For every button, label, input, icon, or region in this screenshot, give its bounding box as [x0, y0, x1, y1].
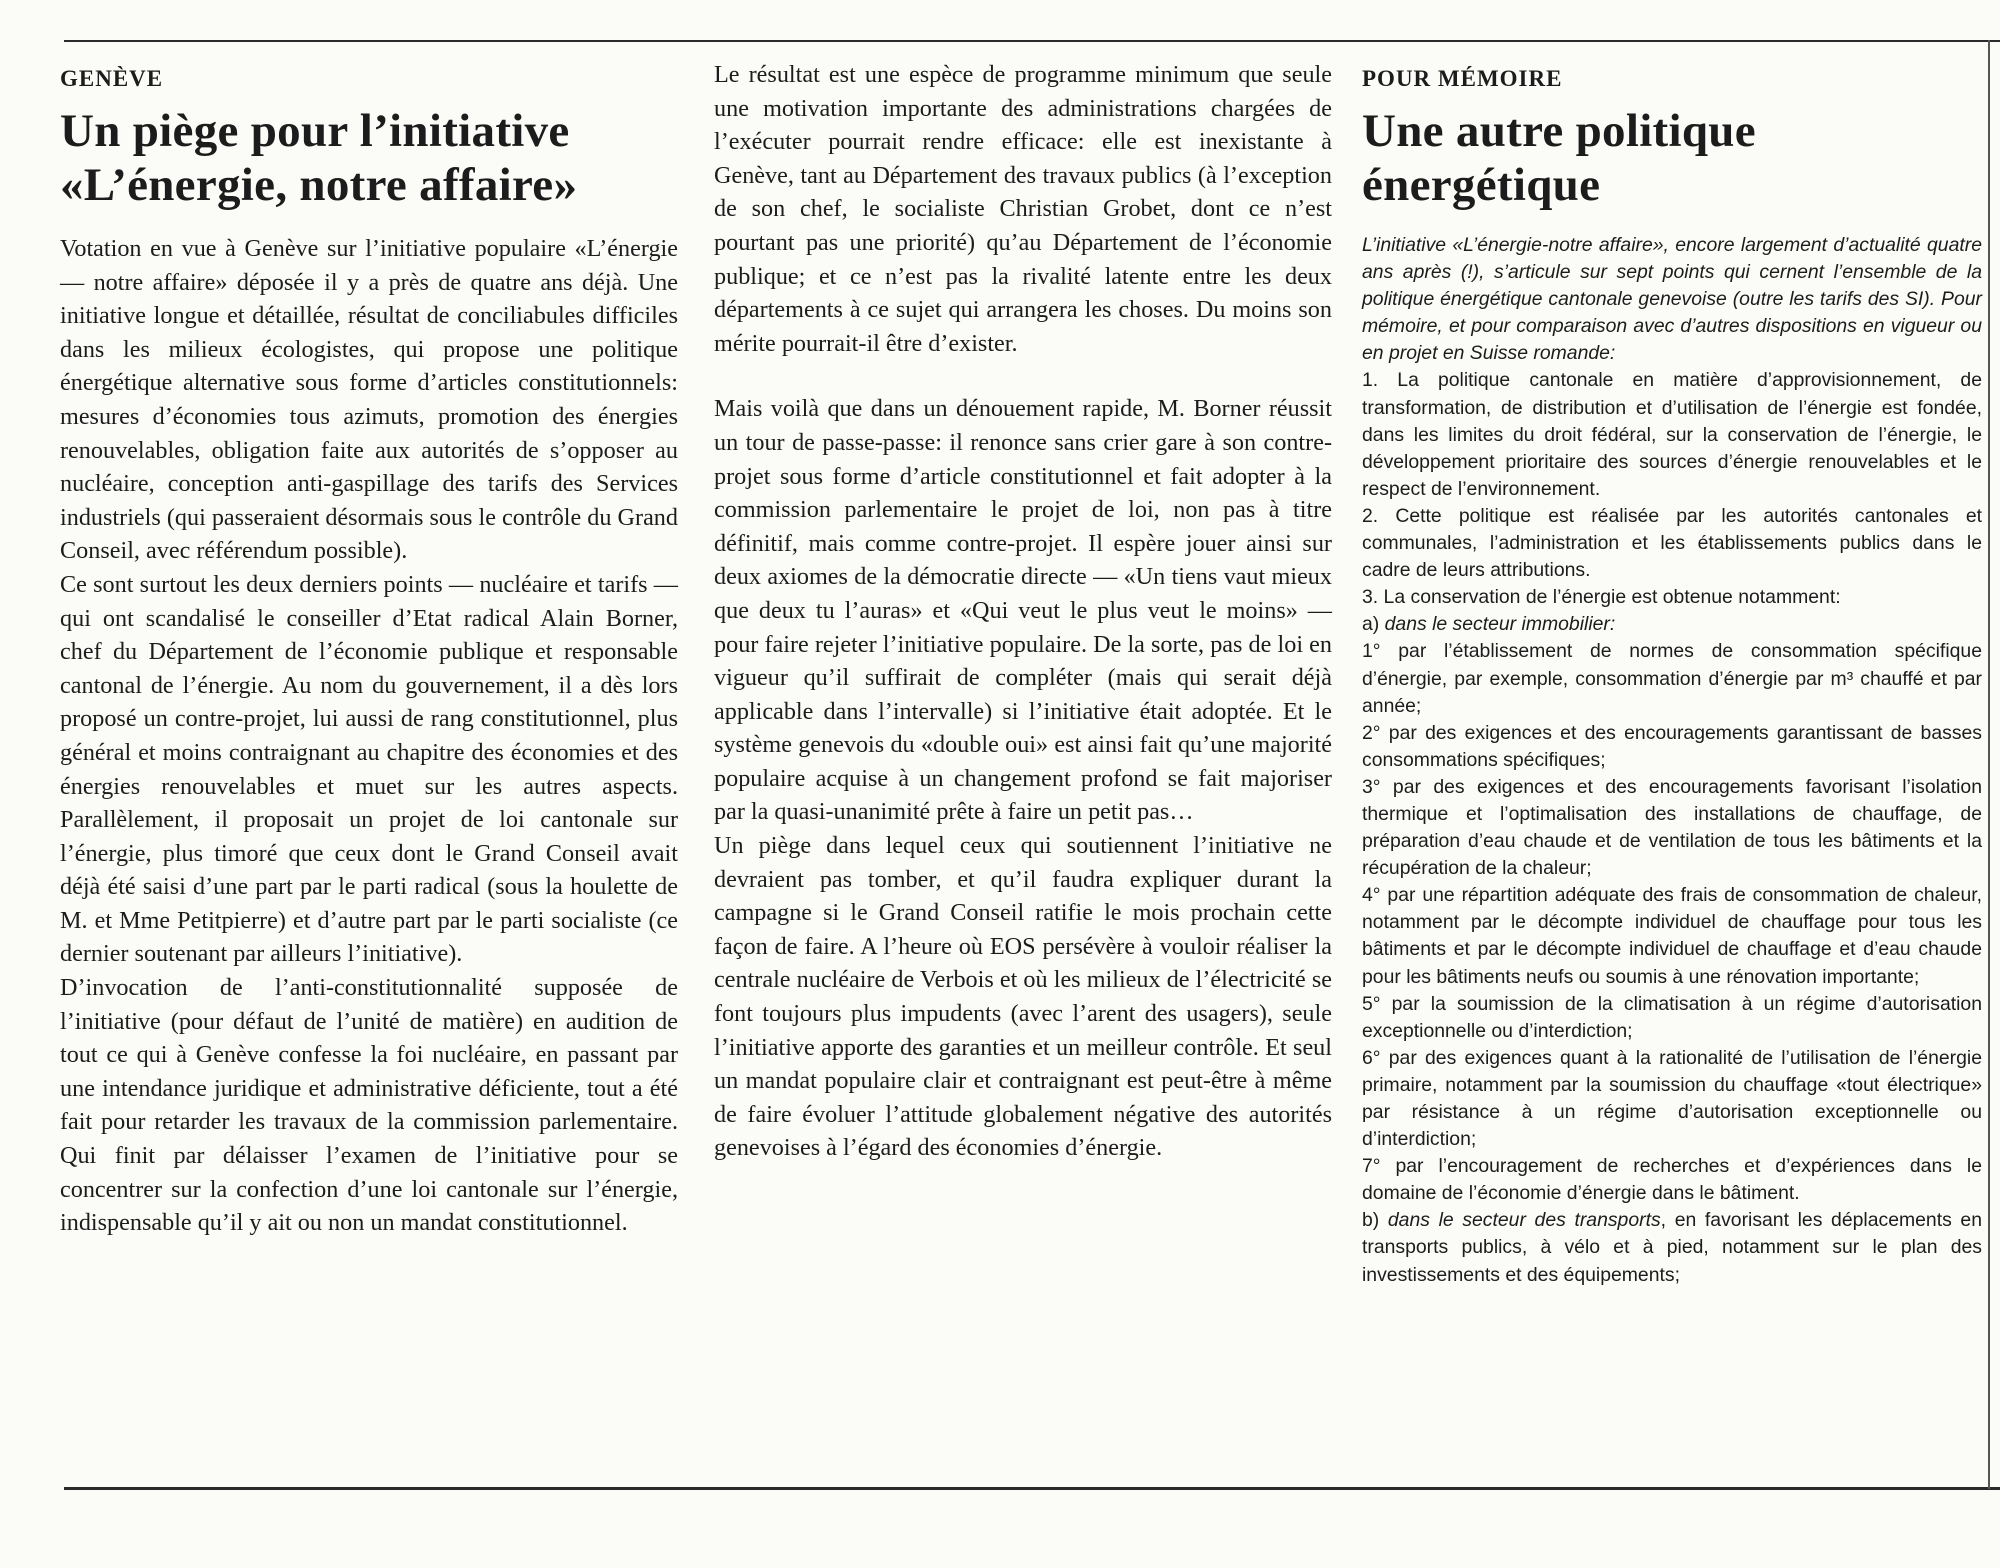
- paragraph: Votation en vue à Genève sur l’initiative populaire «L’énergie — notre affaire» déposée il y a près de quatre ans déjà. Une initiative longue et détaillée, résultat de conciliabules difficiles dans les milieux écologistes, qui propose une politique énergétique alternative sous forme d’articles constitutionnels: mesures d’économies tous azimuts, promotion des énergies renouvelables, obligation faite aux autorités de s’opposer au nucléaire, conception anti-gaspillage des tarifs des Services industriels (qui passeraient désormais sous le contrôle du Grand Conseil, avec référendum possible).: [60, 235, 678, 565]
- paragraph: D’invocation de l’anti-constitutionnalité supposée de l’initiative (pour défaut de l’unité de matière) en audition de tout ce qui à Genève confesse la foi nucléaire, en passant par une intendance juridique et administrative déficiente, tout a été fait pour retarder les travaux de la commission parlementaire. Qui finit par délaisser l’examen de l’initiative pour se concentrer sur la confection d’une loi cantonale sur l’énergie, indispensable qu’il y ait ou non un mandat constitutionnel.: [60, 974, 678, 1237]
- list-item: 3. La conservation de l’énergie est obtenue notamment:: [1362, 586, 1841, 609]
- paragraph: Un piège dans lequel ceux qui soutiennent l’initiative ne devraient pas tomber, et qu’il faudra expliquer durant la campagne si le Grand Conseil ratifie le mois prochain cette façon de faire. A l’heure où EOS persévère à vouloir réaliser la centrale nucléaire de Verbois et où les milieux de l’électricité se font toujours plus impudents (avec l’arent des usagers), seule l’initiative apporte des garanties et un meilleur contrôle. Et seul un mandat populaire clair et contraignant est peut-être à même de faire évoluer l’attitude globalement négative des autorités genevoises à l’égard des économies d’énergie.: [714, 832, 1332, 1162]
- title-line: Une autre politique: [1362, 105, 1756, 157]
- list-item: 2° par des exigences et des encouragements garantissant de basses consommations spécifiques;: [1362, 721, 1982, 771]
- title-line: «L’énergie, notre affaire»: [60, 159, 578, 211]
- sub-heading-a: a) dans le secteur immobilier:: [1362, 613, 1616, 636]
- sidebar-body: [1362, 232, 1982, 1289]
- title-line: Un piège pour l’initiative: [60, 105, 570, 157]
- paragraph: Mais voilà que dans un dénouement rapide, M. Borner réussit un tour de passe-passe: il renonce sans crier gare à son contre-projet sous forme d’article constitutionnel et fait adopter à la commission parlementaire le projet de loi, non pas à titre définitif, mais comme contre-projet. Il espère jouer ainsi sur deux axiomes de la démocratie directe — «Un tiens vaut mieux que deux tu l’auras» et «Qui veut le plus veut le moins» — pour faire rejeter l’initiative populaire. De la sorte, pas de loi en vigueur qu’il suffirait de compléter (mais qui serait déjà applicable dans l’intervalle) si l’initiative était adoptée. Et le système genevois du «double oui» est ainsi fait qu’une majorité populaire acquise à un changement profond se fait majoriser par la quasi-unanimité prête à faire un petit pas…: [714, 395, 1332, 826]
- article-body: [60, 232, 678, 1240]
- sidebar-box: [1362, 58, 1982, 1289]
- list-item: 2. Cette politique est réalisée par les autorités cantonales et communales, l’administration et les établissements publics dans le cadre de leurs attributions.: [1362, 504, 1982, 582]
- right-rule: [1988, 40, 1990, 1489]
- section-kicker: GENÈVE: [60, 66, 164, 91]
- article-title: [60, 104, 678, 212]
- list-item: 1° par l’établissement de normes de consommation spécifique d’énergie, par exemple, consommation d’énergie par m³ chauffé et par année;: [1362, 640, 1982, 717]
- list-item: 1. La politique cantonale en matière d’approvisionnement, de transformation, de distribution et d’utilisation de l’énergie est fondée, dans les limites du droit fédéral, sur la conservation de l’énergie, le développement prioritaire des sources d’énergie renouvelables et le respect de l’environnement.: [1362, 369, 1982, 500]
- sub-heading-b: b) dans le secteur des transports, en favorisant les déplacements en transports publics, à vélo et à pied, notamment sur le plan des investissements et des équipements;: [1362, 1209, 1982, 1286]
- paragraph: Ce sont surtout les deux derniers points — nucléaire et tarifs — qui ont scandalisé le conseiller d’Etat radical Alain Borner, chef du Département de l’économie publique et responsable cantonal de l’énergie. Au nom du gouvernement, il a dès lors proposé un contre-projet, lui aussi de rang constitutionnel, plus général et moins contraignant au chapitre des économies et des énergies renouvelables et muet sur les autres aspects. Parallèlement, il proposait un projet de loi cantonale sur l’énergie, plus timoré que ceux dont le Grand Conseil avait déjà été saisi d’une part par le parti radical (sous la houlette de M. et Mme Petitpierre) et d’autre part par le parti socialiste (ce dernier soutenant par ailleurs l’initiative).: [60, 570, 678, 968]
- article-column-middle: [714, 58, 1332, 1165]
- sidebar-title: [1362, 104, 1982, 212]
- bottom-rule: [64, 1487, 2000, 1490]
- sidebar-kicker: POUR MÉMOIRE: [1362, 66, 1563, 91]
- list-item: 5° par la soumission de la climatisation à un régime d’autorisation exceptionnelle ou d’interdiction;: [1362, 992, 1982, 1042]
- list-item: 3° par des exigences et des encouragements favorisant l’isolation thermique et l’optimalisation des installations de chauffage, de préparation d’eau chaude et de ventilation de tous les bâtiments et la récupération de la chaleur;: [1362, 775, 1982, 880]
- sidebar-lead: L’initiative «L’énergie-notre affaire», encore largement d’actualité quatre ans après (!), s’articule sur sept points qui cernent l’ensemble de la politique énergétique cantonale genevoise (outre les tarifs des SI). Pour mémoire, et pour comparaison avec d’autres dispositions en vigueur ou en projet en Suisse romande:: [1362, 234, 1982, 365]
- list-item: 6° par des exigences quant à la rationalité de l’utilisation de l’énergie primaire, notamment par la soumission du chauffage «tout électrique» par résistance à un régime d’autorisation exceptionnelle ou d’interdiction;: [1362, 1046, 1982, 1151]
- paragraph: Le résultat est une espèce de programme minimum que seule une motivation importante des administrations chargées de l’exécuter pourrait rendre efficace: elle est inexistante à Genève, tant au Département des travaux publics (à l’exception de son chef, le socialiste Christian Grobet, dont ce n’est pourtant pas une priorité) qu’au Département de l’économie publique; et ce n’est pas la rivalité latente entre les deux départements à ce sujet qui arrangera les choses. Du moins son mérite pourrait-il être d’exister.: [714, 61, 1332, 357]
- article-column-left: [60, 58, 678, 1240]
- top-rule: [64, 40, 2000, 42]
- list-item: 4° par une répartition adéquate des frais de consommation de chaleur, notamment par le décompte individuel de chauffage pour tous les bâtiments et par le décompte individuel de chauffage et d’eau chaude pour les bâtiments neufs ou soumis à une rénovation importante;: [1362, 884, 1982, 988]
- list-item: 7° par l’encouragement de recherches et d’expériences dans le domaine de l’économie d’énergie dans le bâtiment.: [1362, 1155, 1982, 1205]
- article-body-continued: [714, 58, 1332, 1165]
- title-line: énergétique: [1362, 159, 1601, 211]
